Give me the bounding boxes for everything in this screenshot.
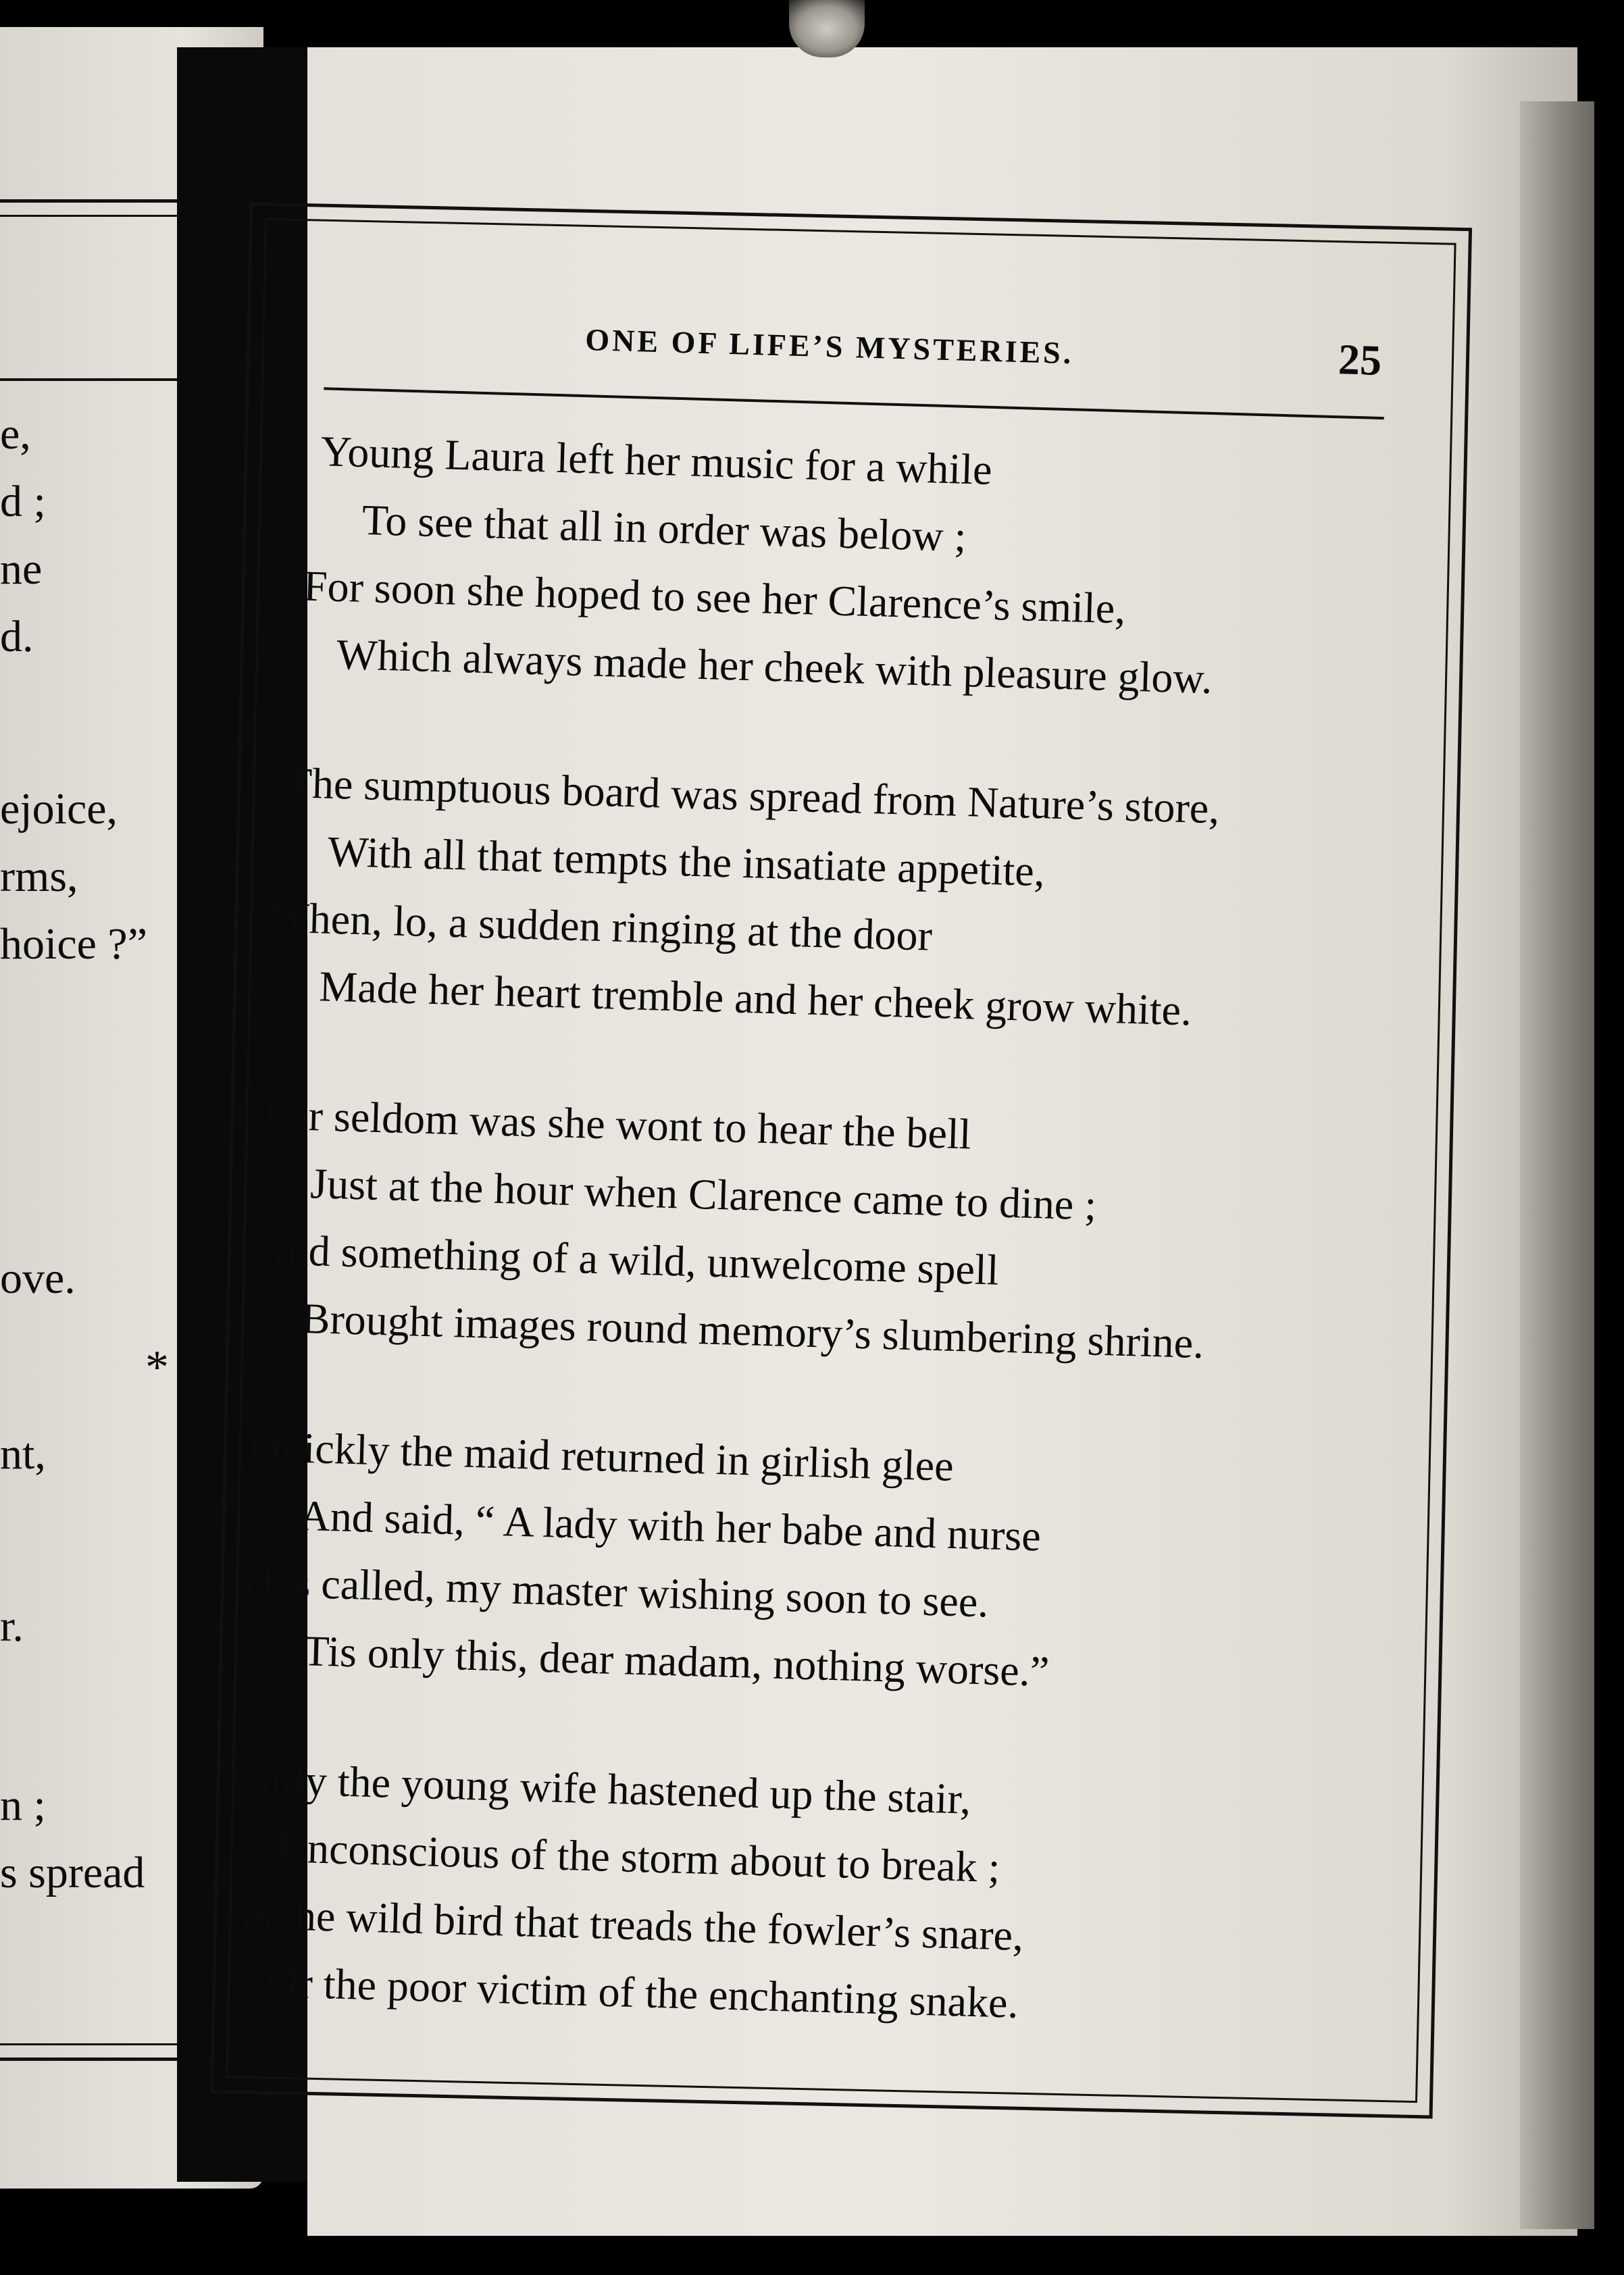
left-line: hoice ?” bbox=[0, 919, 148, 969]
stanza bbox=[234, 415, 1390, 717]
poem bbox=[195, 415, 1390, 2109]
left-line: n ; bbox=[0, 1781, 46, 1830]
thumb-shadow bbox=[789, 0, 865, 57]
verse-line: Gaily the young wife hastened up the stair, bbox=[230, 1754, 972, 1823]
verse-line: To see that all in order was below ; bbox=[361, 495, 967, 561]
stanza bbox=[225, 748, 1381, 1050]
left-line: d. bbox=[0, 612, 34, 661]
left-line: ne bbox=[0, 544, 43, 594]
stanza bbox=[216, 1080, 1372, 1382]
verse-line: Which always made her cheek with pleasure glow. bbox=[336, 630, 1213, 703]
verse-line: Has called, my master wishing soon to see. bbox=[242, 1557, 990, 1627]
running-head: ONE OF LIFE’S MYSTERIES. bbox=[584, 322, 1075, 371]
verse-line: ’Tis only this, dear madam, nothing worse.” bbox=[288, 1626, 1050, 1695]
verse-line: And said, “ A lady with her babe and nurse bbox=[298, 1491, 1042, 1560]
page-content bbox=[196, 250, 1395, 2105]
verse-line: Made her heart tremble and her cheek grow white. bbox=[318, 962, 1192, 1035]
verse-line: Just at the hour when Clarence came to dine ; bbox=[309, 1159, 1098, 1229]
left-line: e, bbox=[0, 409, 31, 459]
page-edge bbox=[1520, 101, 1594, 2229]
verse-line: For seldom was she wont to hear the bell bbox=[262, 1090, 972, 1158]
page-number: 25 bbox=[1338, 335, 1383, 384]
left-line: s spread bbox=[0, 1848, 145, 1897]
verse-line: Quickly the maid returned in girlish glee bbox=[249, 1422, 955, 1490]
verse-line: And something of a wild, unwelcome spell bbox=[255, 1225, 1000, 1294]
verse-line: For soon she hoped to see her Clarence’s smile, bbox=[303, 561, 1127, 633]
left-line: ove. bbox=[0, 1254, 76, 1303]
verse-line: Brought images round memory’s slumbering shrine. bbox=[300, 1294, 1205, 1368]
verse-line: Young Laura left her music for a while bbox=[320, 427, 993, 494]
verse-line: The sumptuous board was spread from Nature’s store, bbox=[285, 758, 1221, 833]
verse-line: With all that tempts the insatiate appetite, bbox=[327, 827, 1046, 896]
left-line: r. bbox=[0, 1602, 24, 1651]
left-line: rms, bbox=[0, 852, 78, 901]
verse-line: Unconscious of the storm about to break ; bbox=[276, 1823, 1001, 1892]
verse-line: As the wild bird that treads the fowler’s snare, bbox=[223, 1889, 1025, 1960]
left-line: d ; bbox=[0, 477, 46, 526]
left-line: ejoice, bbox=[0, 784, 118, 834]
stanza bbox=[207, 1412, 1363, 1714]
header-rule bbox=[324, 387, 1384, 419]
verse-line: When, lo, a sudden ringing at the door bbox=[268, 893, 933, 960]
stanza bbox=[197, 1744, 1353, 2046]
asterisk-ornament: * bbox=[145, 1341, 169, 1394]
verse-line: Or the poor victim of the enchanting snake. bbox=[266, 1958, 1019, 2027]
left-line: nt, bbox=[0, 1429, 46, 1479]
